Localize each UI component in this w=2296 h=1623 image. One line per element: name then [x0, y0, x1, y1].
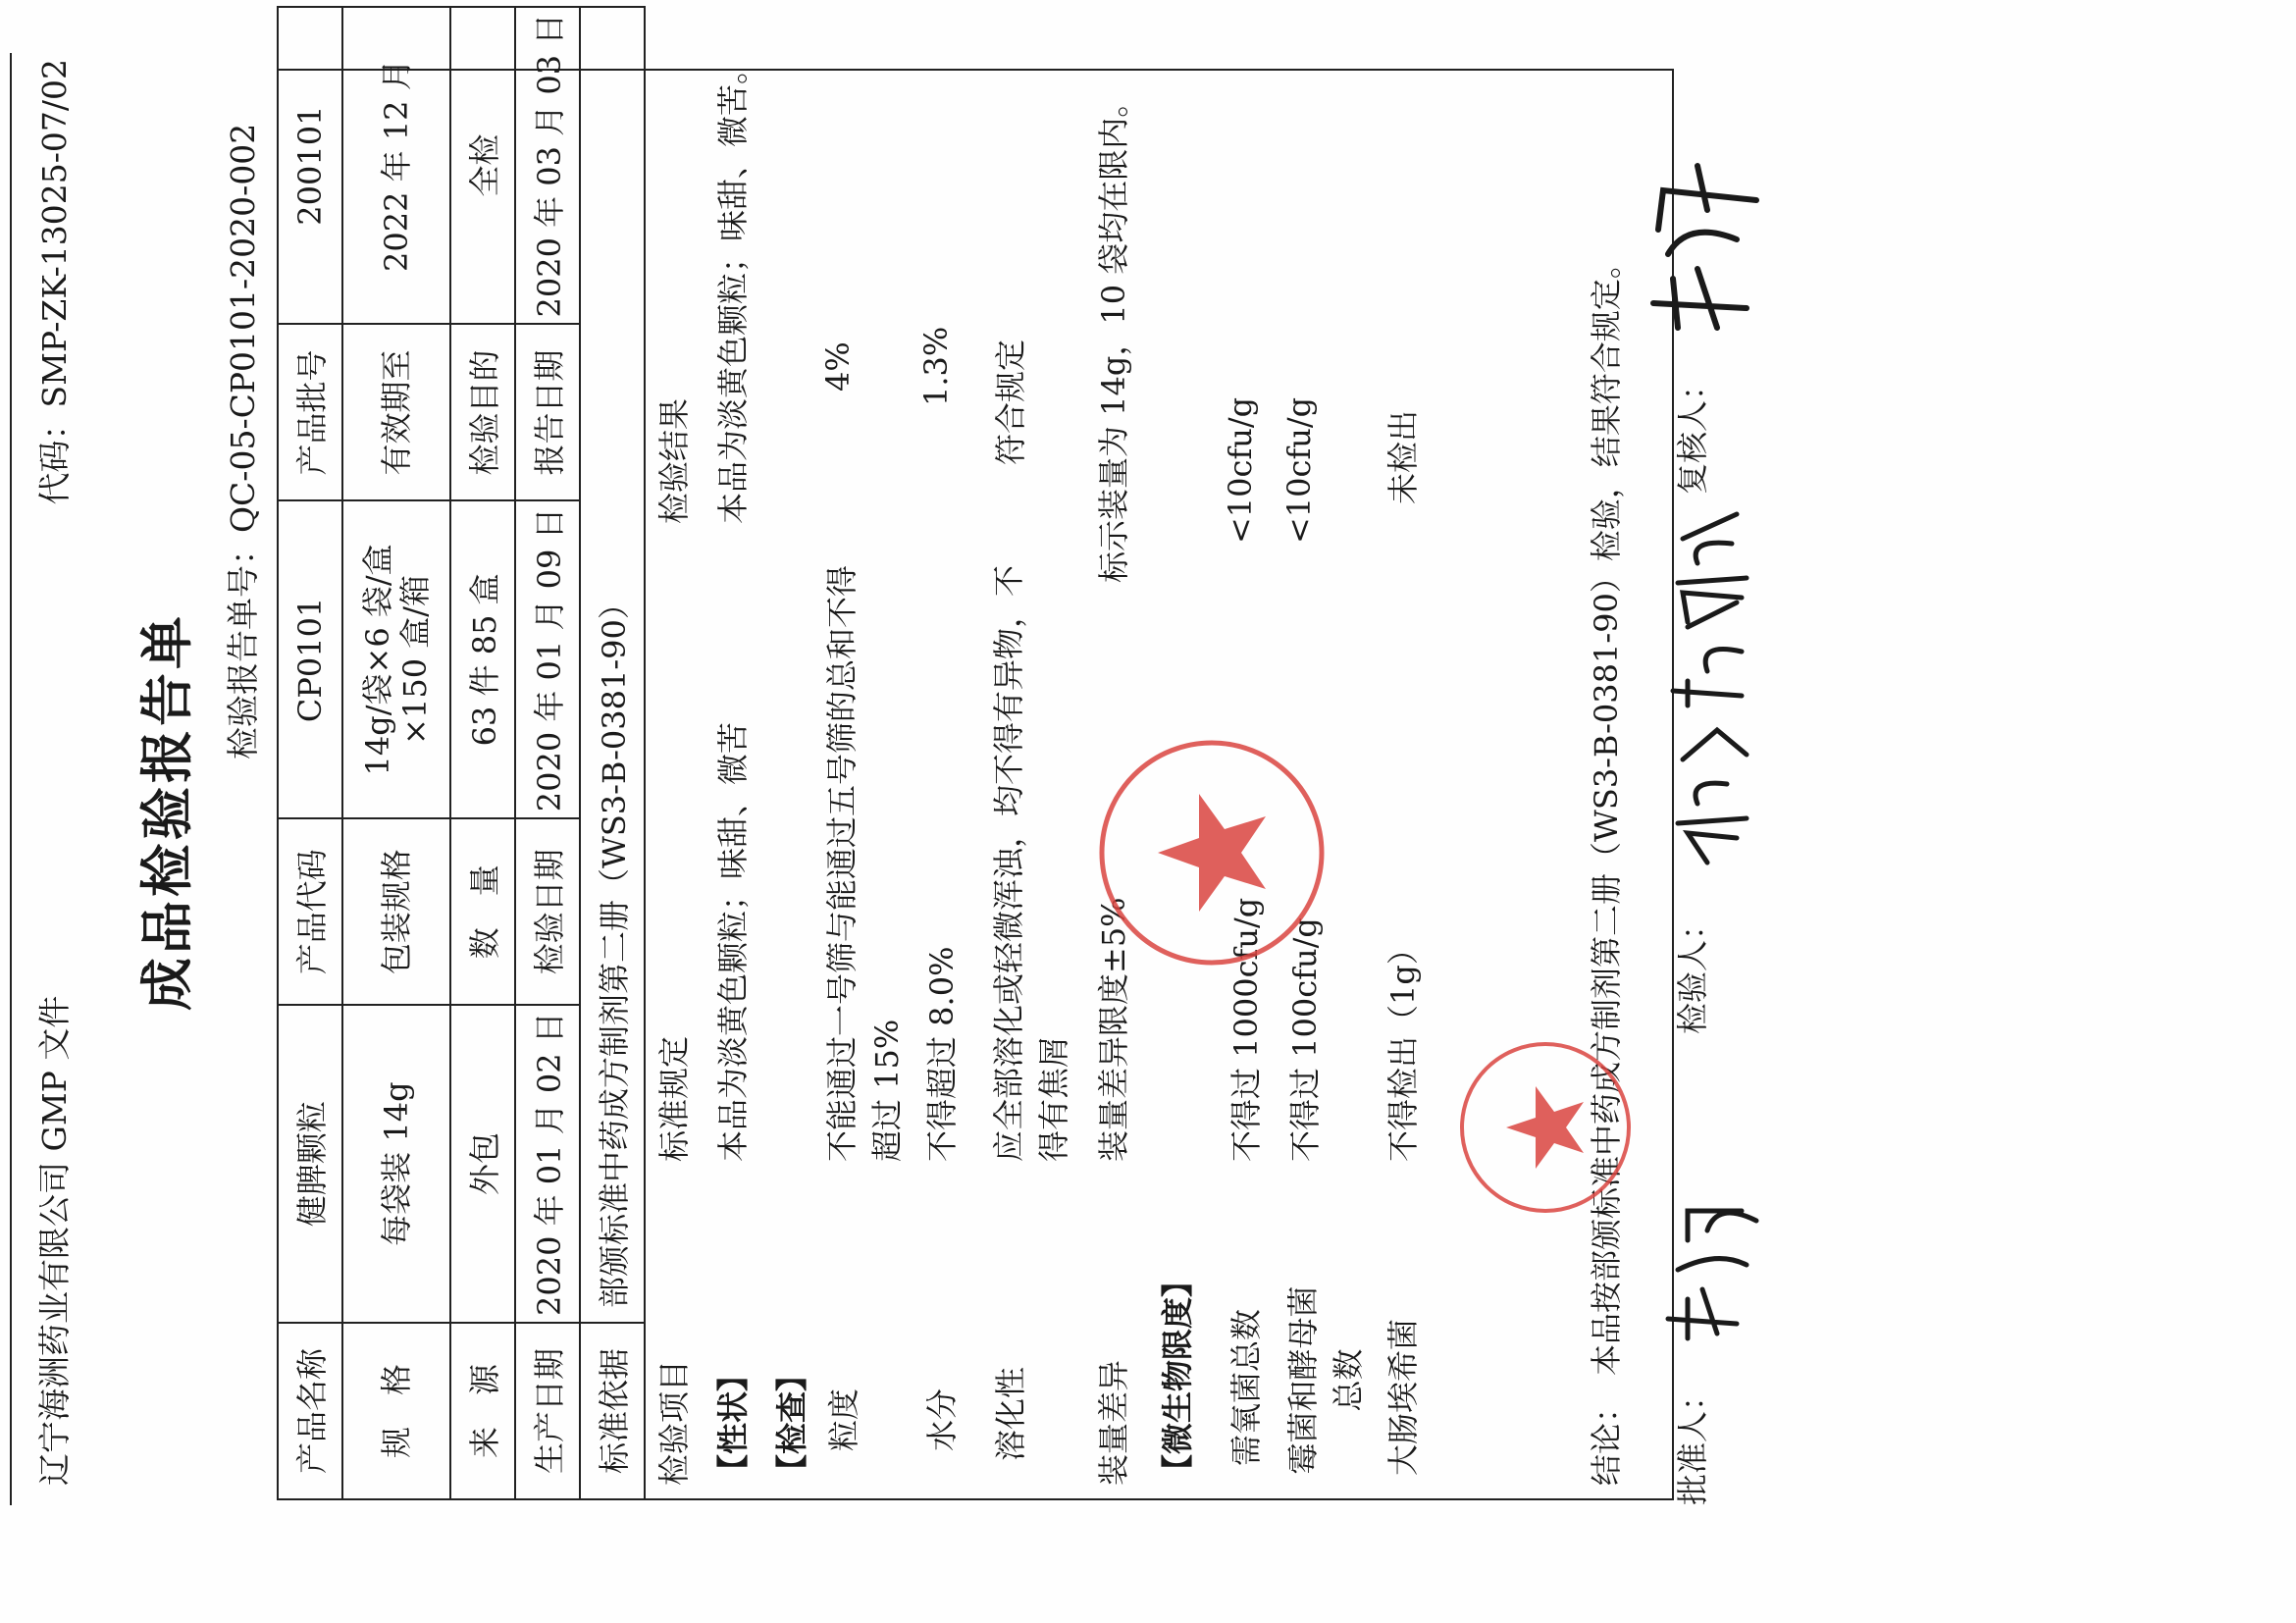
- info-row-spec: [342, 7, 450, 1499]
- label-report-date: 报告日期: [515, 325, 580, 501]
- mold-yeast-item: 霉菌和酵母菌总数: [1284, 1285, 1367, 1475]
- document-code: 代码：SMP-ZK-13025-07/02: [35, 59, 74, 505]
- value-quantity: 63 件 85 盒: [450, 501, 515, 819]
- label-batch: 产品批号: [278, 325, 342, 501]
- approver-label: 批准人：: [1674, 1379, 1711, 1505]
- aerobic-standard: 不得过 1000cfu/g: [1227, 897, 1265, 1162]
- section-microbial: 【微生物限度】: [1159, 1265, 1196, 1486]
- large-stamp: [1089, 730, 1334, 975]
- label-product-code: 产品代码: [278, 818, 342, 1005]
- value-report-date: 2020 年 03 月 03 日: [515, 7, 580, 325]
- label-source: 来 源: [450, 1323, 515, 1499]
- conclusion: 结论： 本品按部颁标准中药成方制剂第二册（WS3-B-0381-90）检验，结果符合规定。: [1588, 247, 1625, 1486]
- company-header: 辽宁海洲药业有限公司 GMP 文件: [35, 995, 74, 1486]
- label-product-name: 产品名称: [278, 1323, 342, 1499]
- page-title: 成品检验报告单: [135, 612, 198, 1011]
- value-product-code: CP0101: [278, 501, 342, 819]
- granularity-item: 粒度: [825, 1387, 862, 1451]
- appearance-standard: 本品为淡黄色颗粒；味甜、微苦: [714, 721, 752, 1162]
- fill-variation-result: 标示装量为 14g，10 袋均在限内。: [1095, 85, 1132, 583]
- witness-signature: [1658, 504, 1756, 632]
- aerobic-item: 需氧菌总数: [1227, 1308, 1265, 1466]
- col-header-result: 检验结果: [655, 397, 693, 524]
- value-purpose: 全检: [450, 7, 515, 325]
- value-inspection-date: 2020 年 01 月 09 日: [515, 501, 580, 819]
- solubility-result: 符合规定: [992, 339, 1029, 465]
- granularity-standard: 不能通过一号筛与能通过五号筛的总和不得超过 15%: [823, 564, 906, 1162]
- label-package: 包装规格: [342, 818, 450, 1005]
- appearance-result: 本品为淡黄色颗粒；味甜、微苦。: [714, 52, 752, 524]
- label-quantity: 数 量: [450, 818, 515, 1005]
- section-appearance: 【性状】: [714, 1359, 752, 1486]
- info-row-source: [450, 7, 515, 1499]
- label-spec: 规 格: [342, 1323, 450, 1499]
- label-expiry: 有效期至: [342, 325, 450, 501]
- moisture-result: 1.3%: [917, 326, 955, 406]
- info-row-product: [278, 7, 342, 1499]
- info-row-basis: [580, 7, 645, 1499]
- moisture-item: 水分: [923, 1387, 961, 1451]
- col-header-item: 检验项目: [655, 1359, 693, 1486]
- label-production-date: 生产日期: [515, 1323, 580, 1499]
- aerobic-result: <10cfu/g: [1222, 396, 1259, 544]
- fill-variation-item: 装量差异: [1095, 1359, 1132, 1486]
- info-row-dates: [515, 7, 580, 1499]
- solubility-standard: 应全部溶化或轻微浑浊，均不得有异物，不得有焦屑: [990, 564, 1072, 1162]
- mold-yeast-result: <10cfu/g: [1280, 396, 1318, 544]
- value-source: 外包: [450, 1005, 515, 1323]
- mold-yeast-standard: 不得过 100cfu/g: [1286, 917, 1324, 1162]
- reviewer-signature: [1639, 151, 1776, 347]
- fill-variation-standard: 装量差异限度±5%: [1095, 897, 1132, 1162]
- value-expiry: 2022 年 12 月: [342, 7, 450, 325]
- report-number: 检验报告单号：QC-05-CP0101-2020-002: [224, 123, 262, 759]
- value-batch: 200101: [278, 7, 342, 325]
- reviewer-label: 复核人：: [1674, 368, 1711, 495]
- value-production-date: 2020 年 01 月 02 日: [515, 1005, 580, 1323]
- ecoli-result: 未检出: [1384, 409, 1422, 504]
- col-header-standard: 标准规定: [655, 1035, 693, 1162]
- header-rule: [10, 53, 12, 1505]
- value-package: 14g/袋×6 袋/盒×150 盒/箱: [342, 501, 450, 819]
- granularity-result: 4%: [819, 341, 857, 392]
- value-product-name: 健脾颗粒: [278, 1005, 342, 1323]
- section-inspection: 【检查】: [773, 1359, 810, 1486]
- ecoli-standard: 不得检出（1g）: [1384, 933, 1422, 1162]
- moisture-standard: 不得超过 8.0%: [923, 946, 961, 1162]
- label-inspection-date: 检验日期: [515, 818, 580, 1005]
- value-basis: 部颁标准中药成方制剂第二册（WS3-B-0381-90）: [580, 7, 645, 1323]
- ecoli-item: 大肠埃希菌: [1384, 1318, 1422, 1476]
- label-purpose: 检验目的: [450, 325, 515, 501]
- info-table: [277, 6, 646, 1500]
- small-stamp: [1452, 1034, 1639, 1221]
- value-spec: 每袋装 14g: [342, 1005, 450, 1323]
- approver-signature: [1658, 1142, 1776, 1358]
- inspector-label: 检验人：: [1674, 908, 1711, 1034]
- solubility-item: 溶化性: [992, 1366, 1029, 1461]
- label-basis: 标准依据: [580, 1323, 645, 1499]
